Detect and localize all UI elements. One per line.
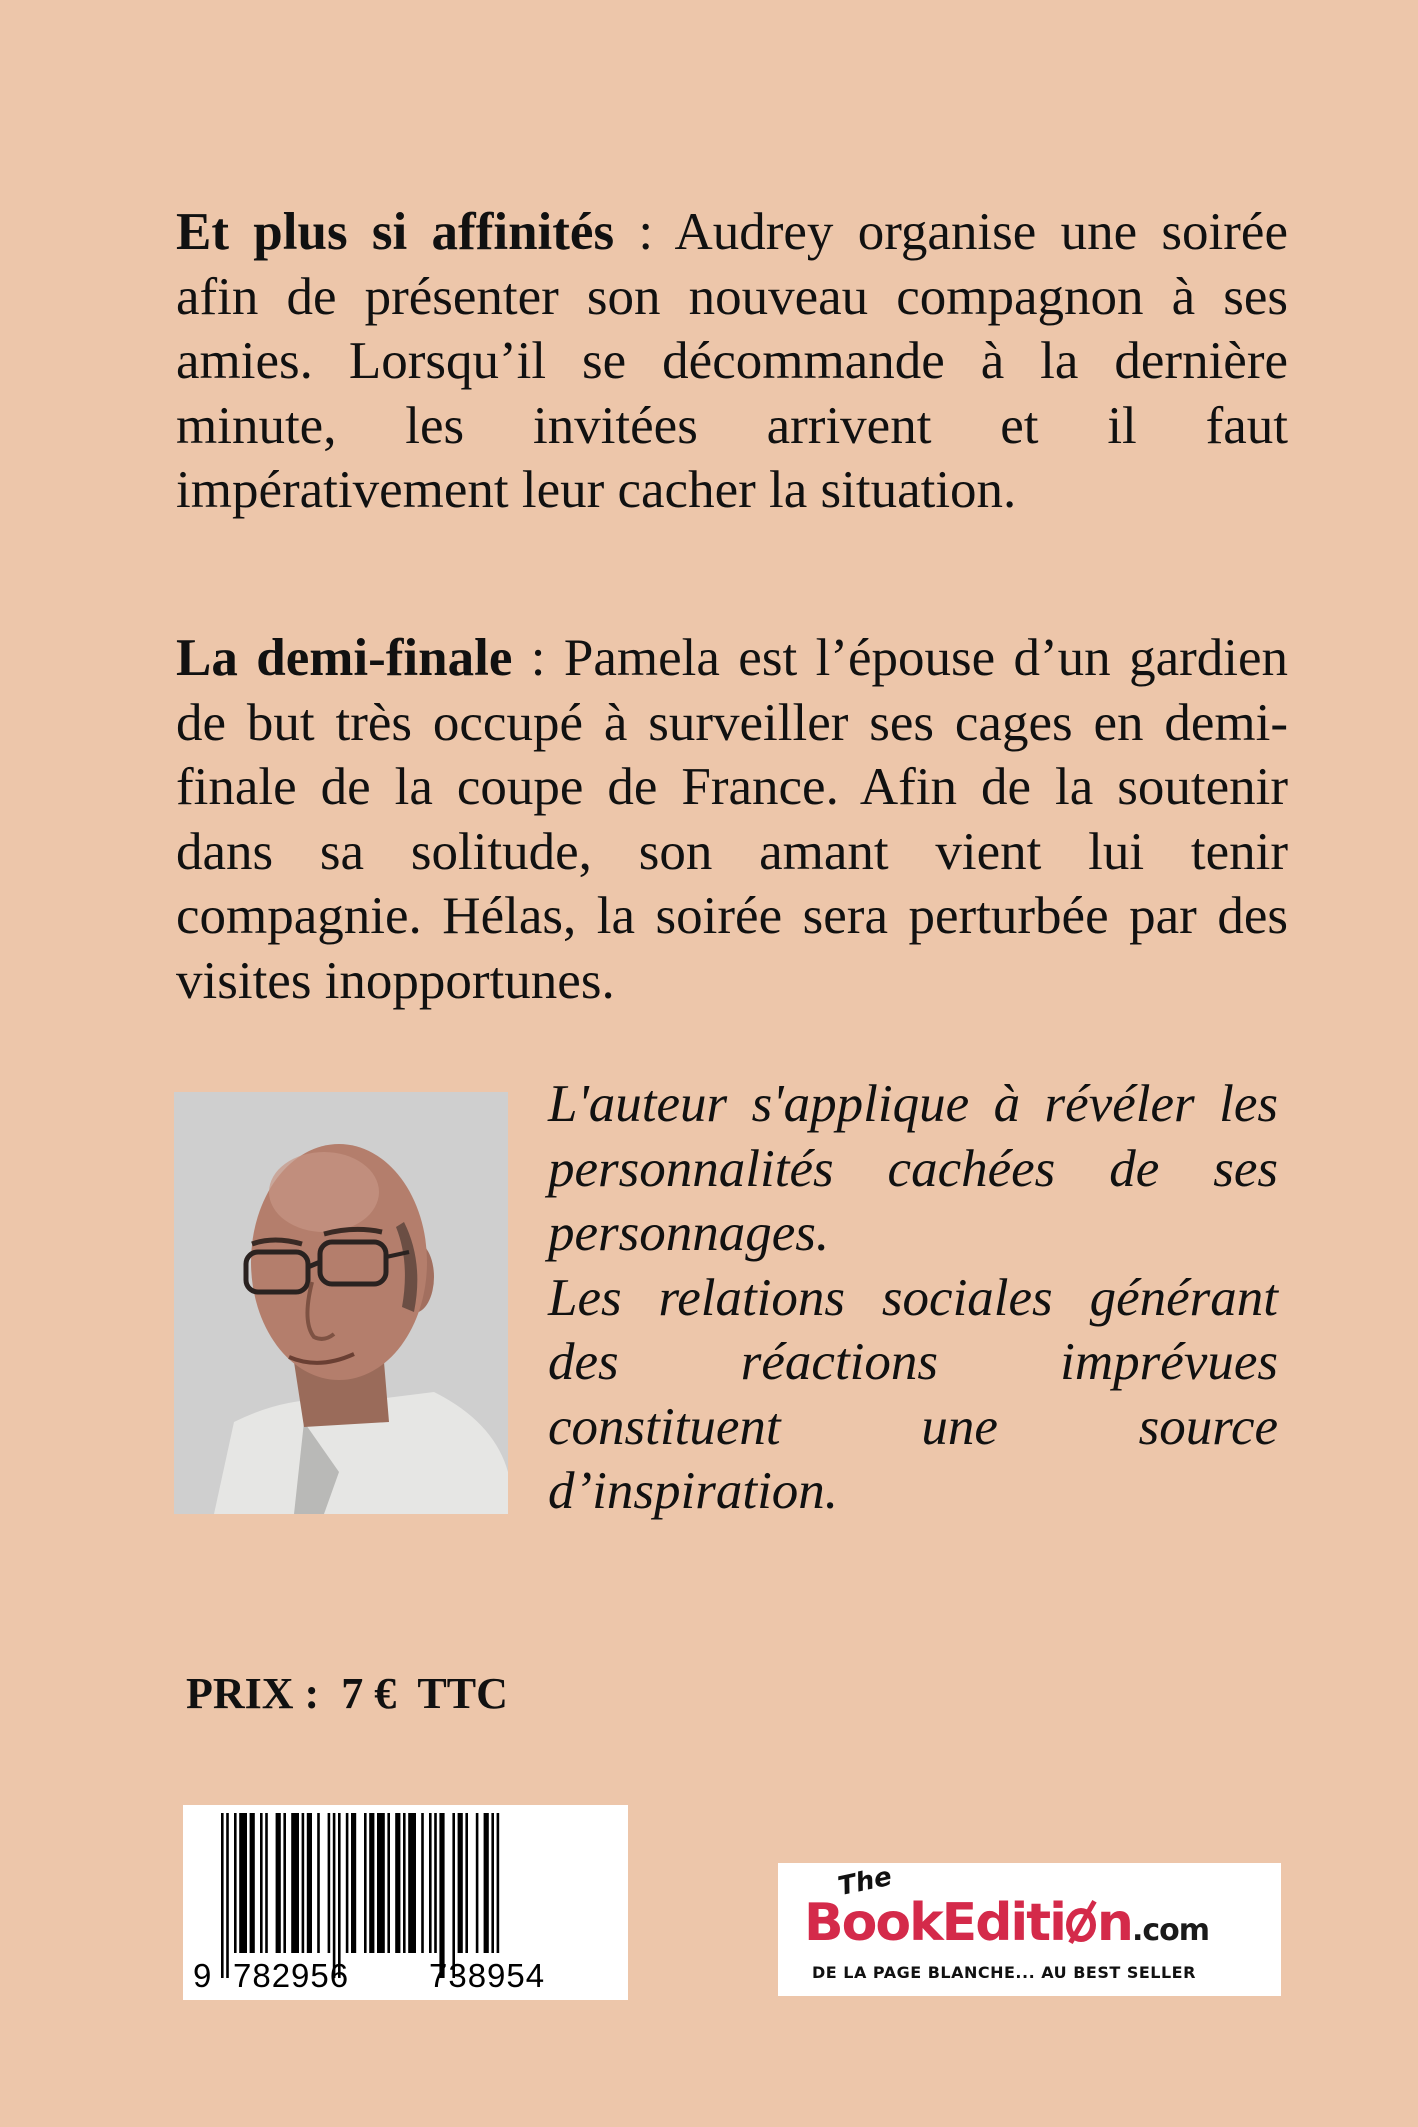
- barcode-bar: [434, 1813, 437, 1953]
- barcode-bar: [439, 1813, 444, 1978]
- author-bio-line: L'auteur s'applique à révéler les personnalités cachées de ses personnages.: [548, 1075, 1278, 1262]
- isbn-barcode: [183, 1805, 628, 2000]
- price-label: PRIX : 7 € TTC: [186, 1669, 508, 1718]
- barcode-bar: [421, 1813, 424, 1953]
- barcode-bar: [387, 1813, 390, 1953]
- blurb-text: : Audrey organise une soirée afin de présenter son nouveau compagnon à ses amies. Lorsqu’il se décommande à la dernière minute, les invitées arrivent et il faut impérativement leur cacher la situation.: [176, 203, 1288, 519]
- barcode-bar: [317, 1813, 320, 1953]
- barcode-digit-lead: 9: [193, 1957, 212, 1994]
- barcode-bar: [226, 1813, 229, 1978]
- barcode-bar: [307, 1813, 312, 1953]
- barcode-bar: [265, 1813, 268, 1953]
- barcode-bar: [429, 1813, 432, 1953]
- barcode-bar: [221, 1813, 224, 1978]
- barcode-bar: [283, 1813, 286, 1953]
- blurb-la-demi-finale: [176, 626, 1288, 1013]
- logo-name-tail: n: [1096, 1893, 1132, 1953]
- barcode-bar: [250, 1813, 255, 1953]
- barcode-bar: [291, 1813, 299, 1953]
- author-photo: [174, 1092, 508, 1514]
- blurb-text: : Pamela est l’épouse d’un gardien de but très occupé à surveiller ses cages en demi-finale de la coupe de France. Afin de la soutenir dans sa solitude, son amant vient lui tenir compagnie. Hélas, la soirée sera perturbée par des visites inopportunes.: [176, 629, 1288, 1010]
- barcode-bar: [408, 1813, 416, 1953]
- barcode-bar: [403, 1813, 406, 1953]
- logo-wordmark: [804, 1893, 1209, 1953]
- quill-o-icon: [1066, 1908, 1096, 1942]
- blurb-et-plus-si-affinites: [176, 200, 1288, 523]
- barcode-bar: [328, 1813, 331, 1953]
- blurb-title: La demi-finale: [176, 629, 513, 687]
- barcode-digits-left: 782956: [233, 1957, 350, 1994]
- barcode-bar: [239, 1813, 247, 1953]
- barcode-bar: [465, 1813, 468, 1953]
- barcode-bar: [351, 1813, 356, 1953]
- logo-domain: .com: [1131, 1913, 1210, 1948]
- barcode-bar: [491, 1813, 494, 1953]
- barcode-bar: [458, 1813, 463, 1953]
- author-bio-line: Les relations sociales générant des réactions imprévues constituent une source d’inspiration.: [548, 1268, 1278, 1520]
- barcode-bar: [377, 1813, 385, 1953]
- barcode-bar: [338, 1813, 341, 1978]
- author-bio: [548, 1072, 1278, 1524]
- logo-the-text: The: [835, 1861, 895, 1903]
- barcode-digits-right: 738954: [429, 1957, 546, 1994]
- logo-name: BookEditi: [804, 1893, 1065, 1953]
- publisher-logo: [778, 1863, 1281, 1996]
- barcode-bar: [276, 1813, 281, 1953]
- barcode-bar: [369, 1813, 374, 1953]
- barcode-bar: [346, 1813, 349, 1953]
- barcode-bar: [497, 1813, 500, 1953]
- barcode-bar: [302, 1813, 305, 1953]
- barcode-bar: [395, 1813, 400, 1953]
- barcode-bar: [364, 1813, 367, 1953]
- blurb-title: Et plus si affinités: [176, 203, 615, 261]
- barcode-bar: [260, 1813, 263, 1953]
- barcode-bar: [452, 1813, 455, 1978]
- barcode-bar: [234, 1813, 237, 1953]
- barcode-bar: [484, 1813, 489, 1953]
- barcode-bar: [476, 1813, 479, 1953]
- logo-tagline: DE LA PAGE BLANCHE... AU BEST SELLER: [812, 1963, 1196, 1982]
- barcode-bar: [333, 1813, 336, 1978]
